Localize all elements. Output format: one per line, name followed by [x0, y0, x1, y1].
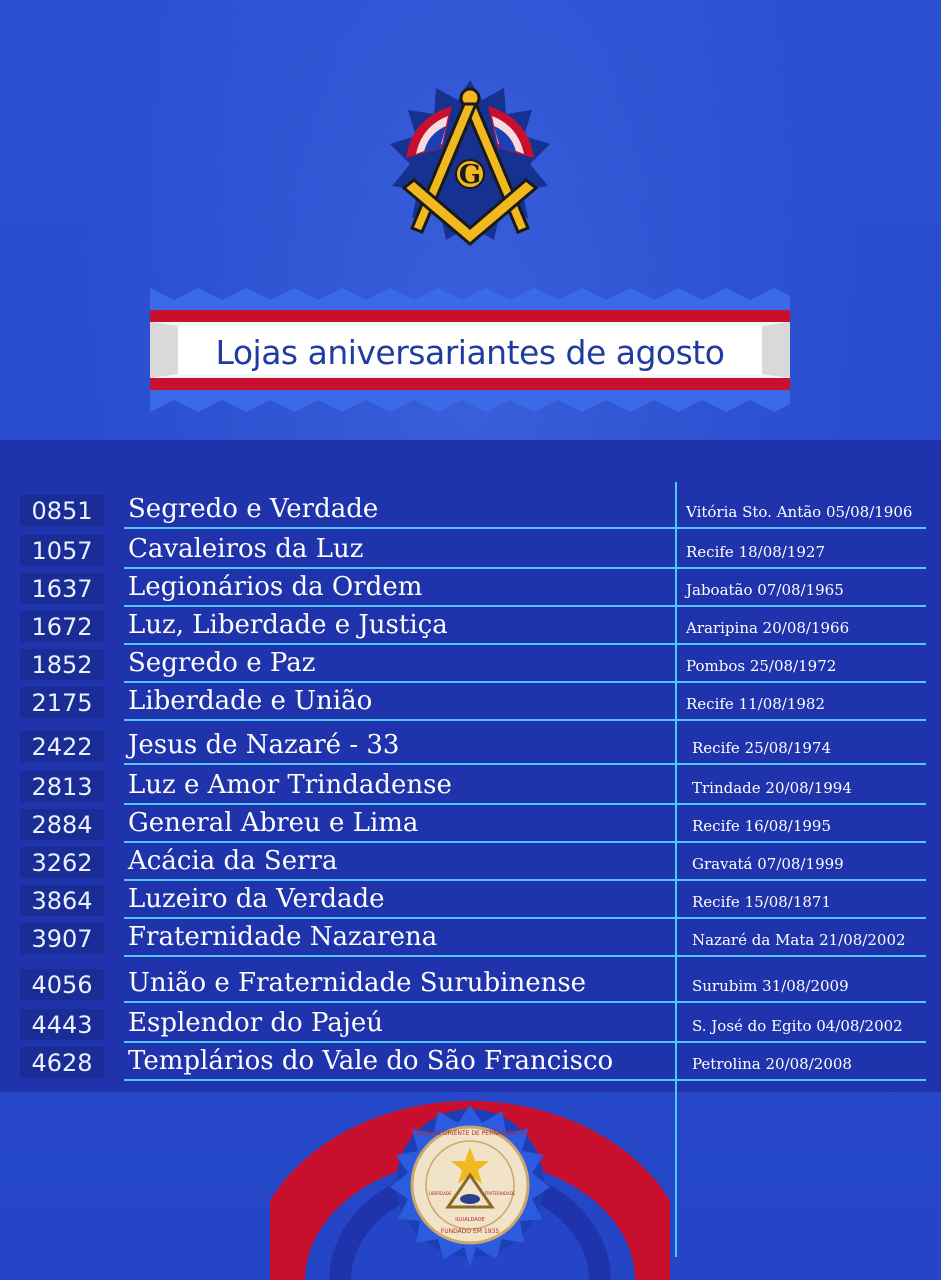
lodge-city-date: Recife 18/08/1927	[686, 543, 826, 561]
seal-middle-text: IGUALDADE	[455, 1217, 485, 1223]
row-divider	[124, 527, 926, 529]
lodge-row	[0, 806, 941, 844]
lodge-city-date: Gravatá 07/08/1999	[692, 855, 844, 873]
row-divider	[124, 1041, 926, 1043]
lodge-row	[0, 646, 941, 684]
square-and-compass-emblem	[382, 78, 558, 258]
lodge-number: 2175	[20, 687, 104, 718]
lodge-name: Acácia da Serra	[128, 846, 338, 876]
lodge-city-date: Recife 16/08/1995	[692, 817, 832, 835]
lodge-row	[0, 966, 941, 1004]
lodge-number: 4056	[20, 969, 104, 1000]
lodge-name: Fraternidade Nazarena	[128, 922, 438, 952]
lodge-city-date: Vitória Sto. Antão 05/08/1906	[686, 503, 913, 521]
lodge-name: Liberdade e União	[128, 686, 373, 716]
lodge-city-date: Surubim 31/08/2009	[692, 977, 849, 995]
seal-left-text: LIBERDADE	[428, 1191, 452, 1196]
page-title: Lojas aniversariantes de agosto	[215, 332, 725, 372]
lodge-number: 1057	[20, 535, 104, 566]
row-divider	[124, 917, 926, 919]
seal-bottom-text: FUNDADO EM 1935	[440, 1228, 500, 1235]
lodge-name: União e Fraternidade Surubinense	[128, 968, 587, 998]
lodge-number: 1852	[20, 649, 104, 680]
lodge-row	[0, 532, 941, 570]
lodge-name: Cavaleiros da Luz	[128, 534, 364, 564]
lodge-name: Segredo e Paz	[128, 648, 316, 678]
lodge-city-date: Recife 11/08/1982	[686, 695, 826, 713]
lodge-city-date: Petrolina 20/08/2008	[692, 1055, 852, 1073]
lodge-city-date: Pombos 25/08/1972	[686, 657, 837, 675]
svg-text:G: G	[458, 160, 482, 190]
lodge-number: 2813	[20, 771, 104, 802]
lodge-row	[0, 570, 941, 608]
lodge-city-date: Recife 25/08/1974	[692, 739, 832, 757]
lodge-row	[0, 844, 941, 882]
lodge-row	[0, 768, 941, 806]
lodge-number: 4628	[20, 1047, 104, 1078]
lodge-city-date: Nazaré da Mata 21/08/2002	[692, 931, 906, 949]
lodge-row	[0, 608, 941, 646]
lodge-city-date: Araripina 20/08/1966	[686, 619, 850, 637]
lodge-number: 0851	[20, 495, 104, 526]
lodge-name: Luz e Amor Trindadense	[128, 770, 452, 800]
row-divider	[124, 1001, 926, 1003]
row-divider	[124, 803, 926, 805]
lodge-name: Jesus de Nazaré - 33	[128, 730, 400, 760]
row-divider	[124, 841, 926, 843]
lodge-number: 2422	[20, 731, 104, 762]
lodge-row	[0, 684, 941, 722]
lodge-name: Templários do Vale do São Francisco	[128, 1046, 614, 1076]
lodge-row	[0, 1044, 941, 1082]
seal-right-text: FRATERNIDADE	[484, 1191, 516, 1196]
lodge-name: Luz, Liberdade e Justiça	[128, 610, 448, 640]
lodge-number: 4443	[20, 1009, 104, 1040]
lodge-number: 3864	[20, 885, 104, 916]
lodge-number: 3907	[20, 923, 104, 954]
lodge-row	[0, 920, 941, 958]
lodge-name: General Abreu e Lima	[128, 808, 419, 838]
seal-top-text: GRANDE ORIENTE DE PERNAMBUCO	[415, 1130, 525, 1137]
lodge-name: Esplendor do Pajeú	[128, 1008, 383, 1038]
lodge-city-date: Recife 15/08/1871	[692, 893, 832, 911]
row-divider	[124, 763, 926, 765]
lodge-name: Luzeiro da Verdade	[128, 884, 385, 914]
row-divider	[124, 567, 926, 569]
lodge-row	[0, 728, 941, 766]
lodge-name: Legionários da Ordem	[128, 572, 423, 602]
row-divider	[124, 681, 926, 683]
lodge-row	[0, 492, 941, 530]
row-divider	[124, 1079, 926, 1081]
lodge-row	[0, 882, 941, 920]
row-divider	[124, 605, 926, 607]
row-divider	[124, 719, 926, 721]
lodge-number: 1637	[20, 573, 104, 604]
lodge-number: 3262	[20, 847, 104, 878]
row-divider	[124, 879, 926, 881]
lodge-row	[0, 1006, 941, 1044]
lodge-city-date: Jaboatão 07/08/1965	[686, 581, 844, 599]
lodge-name: Segredo e Verdade	[128, 494, 379, 524]
lodge-number: 2884	[20, 809, 104, 840]
row-divider	[124, 643, 926, 645]
lodge-city-date: Trindade 20/08/1994	[692, 779, 852, 797]
row-divider	[124, 955, 926, 957]
grand-orient-seal	[270, 1095, 670, 1280]
lodge-number: 1672	[20, 611, 104, 642]
lodge-city-date: S. José do Egito 04/08/2002	[692, 1017, 903, 1035]
